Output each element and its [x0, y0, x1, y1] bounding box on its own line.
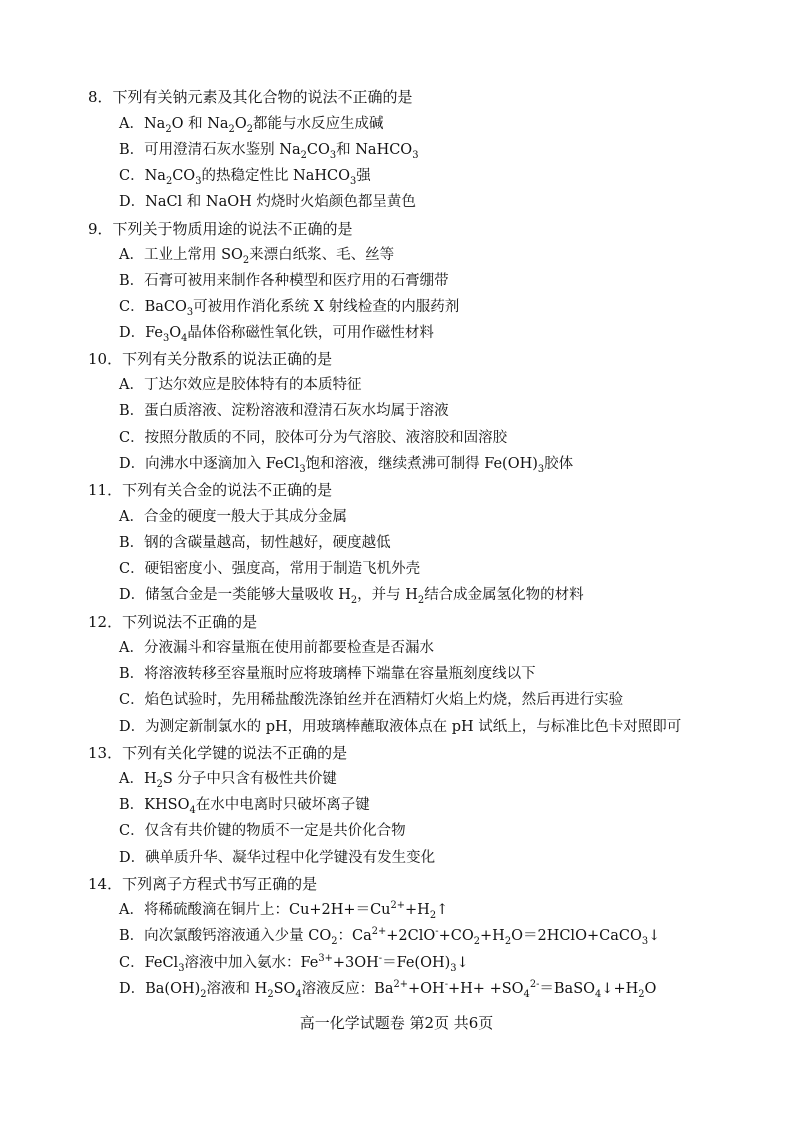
option-8d: D．NaCl 和 NaOH 灼烧时火焰颜色都呈黄色	[119, 194, 416, 210]
option-13a: A．$H_2S$ 分子中只含有极性共价键	[119, 771, 337, 790]
option-12b: B．将溶液转移至容量瓶时应将玻璃棒下端靠在容量瓶刻度线以下	[119, 666, 536, 682]
option-11a: A．合金的硬度一般大于其成分金属	[119, 509, 347, 525]
option-12d: D．为测定新制氯水的 pH，用玻璃棒蘸取液体点在 pH 试纸上，与标准比色卡对照即可	[119, 719, 682, 735]
option-13c: C．仅含有共价键的物质不一定是共价化合物	[119, 823, 406, 839]
question-9: 9．下列关于物质用途的说法不正确的是	[88, 220, 353, 238]
option-10c: C．按照分散质的不同，胶体可分为气溶胶、液溶胶和固溶胶	[119, 430, 508, 446]
option-9b: B．石膏可被用来制作各种模型和医疗用的石膏绷带	[119, 273, 449, 289]
option-9c: C．BaCO$_3$可被用作消化系统 X 射线检查的内服药剂	[119, 299, 460, 318]
option-14d: D．$Ba(OH)_2$溶液和 $H_2SO_4$溶液反应：$Ba^{2+}+OH^-+H+$ $+SO_4^{2-}=BaSO_4↓+H_2O$	[119, 979, 657, 1000]
option-10a: A．丁达尔效应是胶体特有的本质特征	[119, 377, 362, 393]
question-11: 11．下列有关合金的说法不正确的是	[88, 481, 333, 499]
option-11b: B．钢的含碳量越高，韧性越好，硬度越低	[119, 535, 391, 551]
option-9d: D．$Fe_3O_4$晶体俗称磁性氧化铁，可用作磁性材料	[119, 325, 434, 344]
option-13d: D．碘单质升华、凝华过程中化学键没有发生变化	[119, 850, 436, 866]
question-14: 14．下列离子方程式书写正确的是	[88, 875, 318, 893]
question-8: 8．下列有关钠元素及其化合物的说法不正确的是	[88, 88, 413, 106]
option-8b: B．可用澄清石灰水鉴别 $Na_2CO_3$和 NaHCO$_3$	[119, 142, 419, 161]
option-14a: A．将稀硫酸滴在铜片上：$Cu+2H+=Cu^{2+}+H_2↑$	[119, 900, 449, 921]
question-13: 13．下列有关化学键的说法不正确的是	[88, 744, 348, 762]
option-8a: A．$Na_2O$ 和 $Na_2O_2$都能与水反应生成碱	[119, 116, 384, 135]
question-12: 12．下列说法不正确的是	[88, 613, 258, 631]
option-8c: C．$Na_2CO_3$的热稳定性比 NaHCO$_3$强	[119, 168, 371, 187]
option-13b: B．$KHSO_4$在水中电离时只破坏离子键	[119, 797, 370, 816]
option-14b: B．向次氯酸钙溶液通入少量 $CO_2$：$Ca^{2+}+2ClO^-+CO_2+H_2O=2HClO+CaCO_3↓$	[119, 926, 661, 947]
option-9a: A．工业上常用 $SO_2$来漂白纸浆、毛、丝等	[119, 247, 395, 266]
option-10d: D．向沸水中逐滴加入 FeCl$_3$饱和溶液，继续煮沸可制得 $Fe(OH)_3$胶体	[119, 456, 574, 475]
option-12c: C．焰色试验时，先用稀盐酸洗涤铂丝并在酒精灯火焰上灼烧，然后再进行实验	[119, 692, 624, 708]
question-10: 10．下列有关分散系的说法正确的是	[88, 350, 333, 368]
option-10b: B．蛋白质溶液、淀粉溶液和澄清石灰水均属于溶液	[119, 403, 449, 419]
option-11d: D．储氢合金是一类能够大量吸收 $H_2$，并与 $H_2$结合成金属氢化物的材料	[119, 587, 584, 606]
option-12a: A．分液漏斗和容量瓶在使用前都要检查是否漏水	[119, 640, 434, 656]
option-11c: C．硬铝密度小、强度高，常用于制造飞机外壳	[119, 561, 421, 577]
page-footer: 高一化学试题卷 第2页 共6页	[299, 1014, 494, 1032]
option-14c: C．FeCl$_3$溶液中加入氨水：$Fe^{3+}+3OH^-=Fe(OH)_3↓$	[119, 953, 469, 974]
